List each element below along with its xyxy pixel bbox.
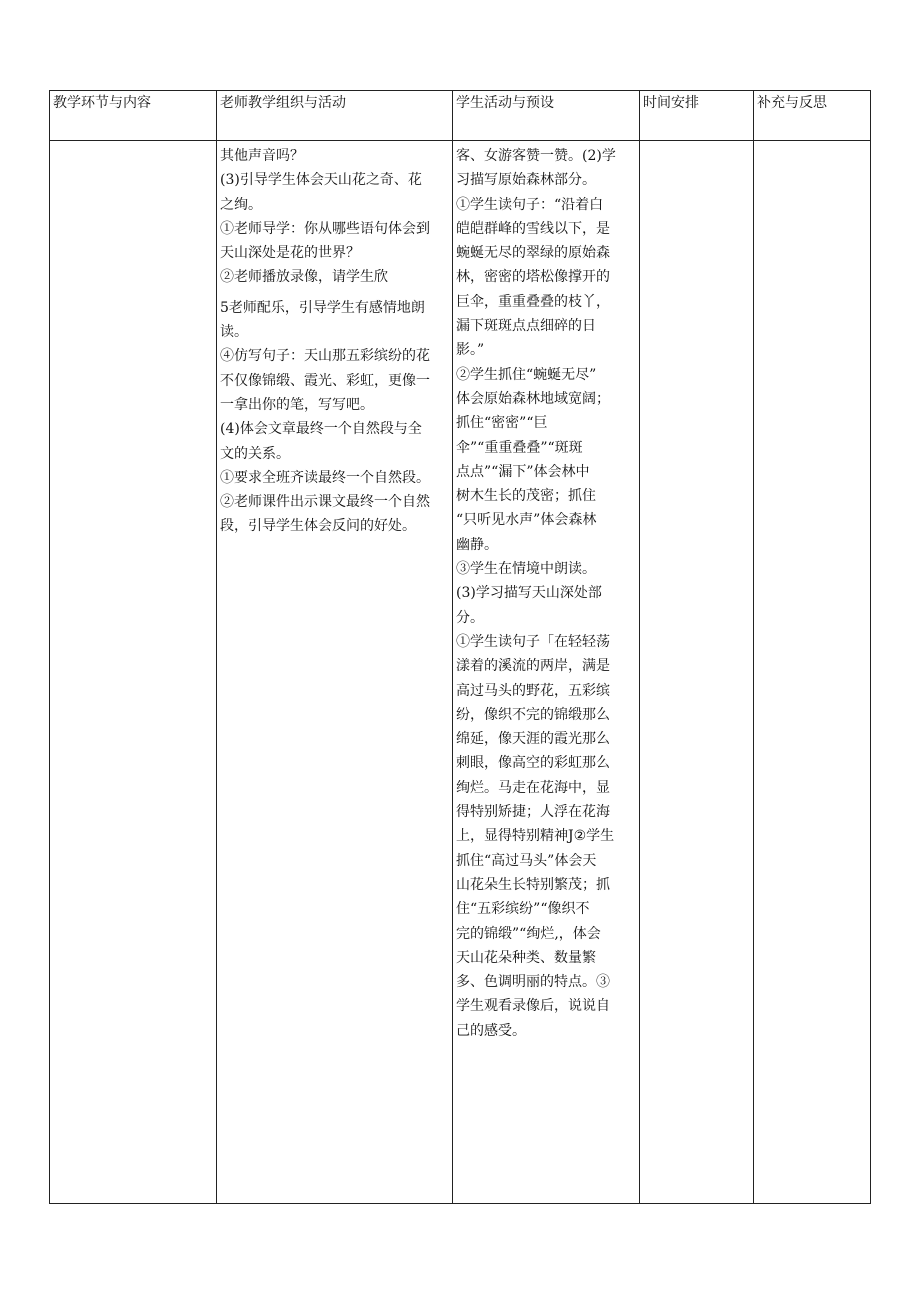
teacher-line: (4)体会文章最终一个自然段与全 <box>220 421 422 438</box>
student-line: 巨伞，重重叠叠的枝丫， <box>456 293 610 310</box>
student-line: “只听见水声”体会森林 <box>456 512 597 529</box>
teacher-line: ②老师播放录像，请学生欣 <box>220 269 388 286</box>
student-line: 己的感受。 <box>456 1022 526 1039</box>
student-line: 天山花朵种类、数量繁 <box>456 949 596 966</box>
teacher-line: 5老师配乐，引导学生有感情地朗 <box>220 299 425 316</box>
student-line: 住“五彩缤纷”“像织不 <box>456 901 590 918</box>
student-line: 树木生长的茂密；抓住 <box>456 488 596 505</box>
teacher-line: 天山深处是花的世界？ <box>220 245 360 262</box>
student-line: 完的锦缎”“绚烂,，体会 <box>456 925 601 942</box>
student-line: 纷，像织不完的锦缎那么 <box>456 706 610 723</box>
student-line: ①学生读句子：“沿着白 <box>456 196 604 213</box>
header-teacher-activity: 老师教学组织与活动 <box>217 91 453 141</box>
teacher-activity-cell <box>217 141 453 1204</box>
table-header-row <box>50 91 871 141</box>
student-line: 绵延，像天涯的霞光那么 <box>456 731 610 748</box>
lesson-plan-table <box>49 90 871 1204</box>
teacher-line: ④仿写句子：天山那五彩缤纷的花 <box>220 348 430 365</box>
student-line: 多、色调明丽的特点。③ <box>456 974 610 991</box>
student-line: 学生观看录像后，说说自 <box>456 998 610 1015</box>
student-line: 蜿蜒无尽的翠绿的原始森 <box>456 245 610 262</box>
student-line: 抓住“密密”“巨 <box>456 415 548 432</box>
reflection-cell <box>754 141 871 1204</box>
student-line: 幽静。 <box>456 536 498 553</box>
student-line: 上，显得特别精神J②学生 <box>456 828 615 845</box>
header-time-schedule: 时间安排 <box>640 91 754 141</box>
student-activity-cell <box>453 141 640 1204</box>
time-schedule-cell <box>640 141 754 1204</box>
table-row <box>50 141 871 1204</box>
student-line: 影。” <box>456 342 485 359</box>
student-line: 漾着的溪流的两岸，满是 <box>456 658 610 675</box>
student-line: 山花朵生长特别繁茂；抓 <box>456 876 610 893</box>
teacher-line: ②老师课件出示课文最终一个自然 <box>220 494 430 511</box>
header-reflection: 补充与反思 <box>754 91 871 141</box>
student-line: ③学生在情境中朗读。 <box>456 561 596 578</box>
teacher-line: 读。 <box>220 324 248 341</box>
student-line: (3)学习描写天山深处部 <box>456 585 602 602</box>
student-line: 高过马头的野花，五彩缤 <box>456 682 610 699</box>
student-line: 抓住“高过马头”体会天 <box>456 852 597 869</box>
student-line: 点点”“漏下”体会林中 <box>456 463 590 480</box>
student-line: 体会原始森林地域宽阔； <box>456 390 610 407</box>
student-line: 得特别矫捷；人浮在花海 <box>456 804 610 821</box>
teacher-line: 段，引导学生体会反问的好处。 <box>220 518 416 535</box>
teacher-line: ①要求全班齐读最终一个自然段。 <box>220 469 430 486</box>
section-content-cell <box>50 141 217 1204</box>
student-line: 漏下斑斑点点细碎的日 <box>456 318 596 335</box>
student-line: ②学生抓住“蜿蜒无尽” <box>456 366 597 383</box>
teacher-line: 一拿出你的笔，写写吧。 <box>220 396 374 413</box>
student-line: 刺眼，像高空的彩虹那么 <box>456 755 610 772</box>
header-student-activity: 学生活动与预设 <box>453 91 640 141</box>
teacher-line: (3)引导学生体会天山花之奇、花 <box>220 172 422 189</box>
header-section-content: 教学环节与内容 <box>50 91 217 141</box>
student-line: 伞”“重重叠叠”“斑斑 <box>456 439 583 456</box>
student-line: 习描写原始森林部分。 <box>456 172 596 189</box>
student-line: 林，密密的塔松像撑开的 <box>456 269 610 286</box>
student-line: ①学生读句子「在轻轻荡 <box>456 633 610 650</box>
student-line: 客、女游客赞一赞。(2)学 <box>456 148 616 164</box>
student-line: 分。 <box>456 609 484 626</box>
teacher-line: ①老师导学：你从哪些语句体会到 <box>220 220 430 237</box>
student-line: 绚烂。马走在花海中，显 <box>456 779 610 796</box>
teacher-line: 文的关系。 <box>220 445 290 462</box>
student-line: 皑皑群峰的雪线以下，是 <box>456 220 610 237</box>
teacher-line: 之绚。 <box>220 196 262 213</box>
teacher-line: 不仅像锦缎、霞光、彩虹，更像一 <box>220 372 430 389</box>
teacher-line: 其他声音吗？ <box>220 148 304 164</box>
